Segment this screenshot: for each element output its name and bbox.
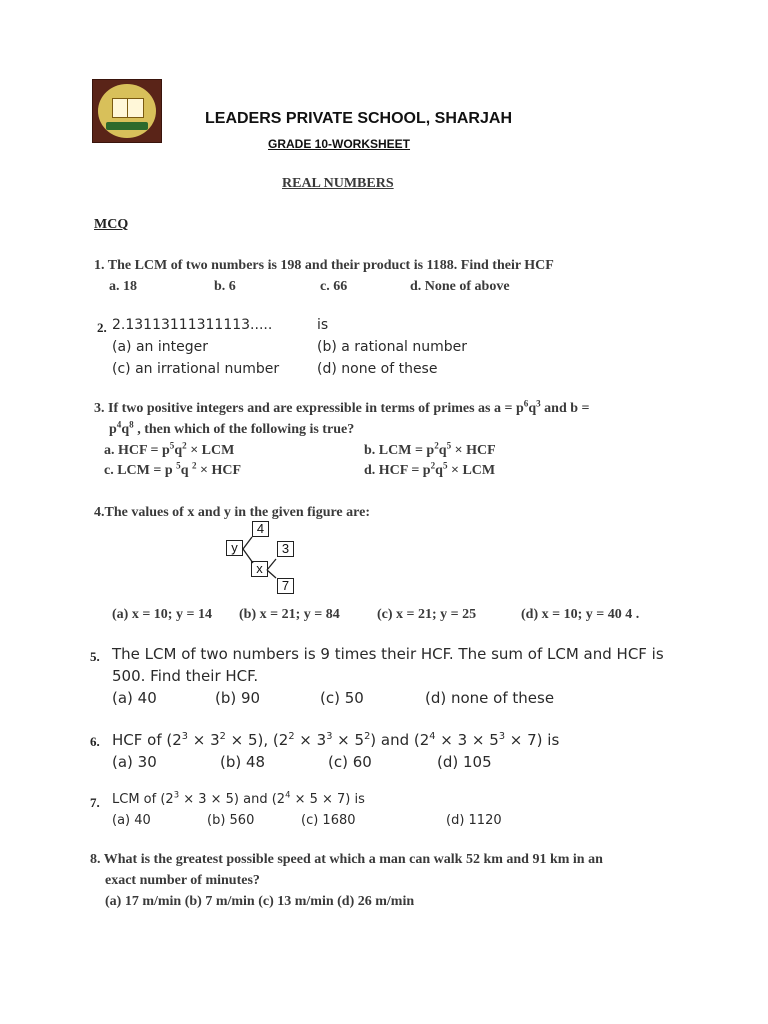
q5-line1: The LCM of two numbers is 9 times their HCF. The sum of LCM and HCF is bbox=[112, 645, 664, 663]
q1-option-d: d. None of above bbox=[410, 279, 510, 294]
factor-box-4: 4 bbox=[252, 521, 269, 537]
q6-option-c: (c) 60 bbox=[328, 753, 372, 771]
school-logo bbox=[92, 79, 162, 143]
q1-text: 1. The LCM of two numbers is 198 and their product is 1188. Find their HCF bbox=[94, 258, 554, 273]
q4-option-b: (b) x = 21; y = 84 bbox=[239, 607, 340, 622]
q2-text: 2.13113111311113..... bbox=[112, 317, 273, 333]
q3-option-b: b. LCM = $p^2q^5$ × HCF bbox=[364, 440, 496, 458]
q3-line1: 3. If two positive integers and are expressible in terms of primes as $a = p^6q^3$ and b = bbox=[94, 398, 590, 416]
q6-number: 6. bbox=[90, 734, 100, 749]
factor-box-x: x bbox=[251, 561, 268, 577]
q8-line2: exact number of minutes? bbox=[105, 873, 260, 888]
q7-option-b: (b) 560 bbox=[207, 813, 255, 828]
tree-branch-x-7 bbox=[267, 570, 276, 578]
logo-ribbon bbox=[106, 122, 148, 130]
q4-text: 4.The values of x and y in the given figure are: bbox=[94, 505, 370, 520]
q4-option-d: (d) x = 10; y = 40 4 . bbox=[521, 607, 640, 622]
q4-option-a: (a) x = 10; y = 14 bbox=[112, 607, 212, 622]
q2-suffix: is bbox=[317, 317, 329, 333]
q6-text: HCF of $(2^3 \times 3^2 \times 5)$, $(2^2 \times 3^3 \times 5^2)$ and $(2^4 \times 3 \times 5^3 \times 7)$ is bbox=[112, 731, 560, 749]
q2-option-b: (b) a rational number bbox=[317, 339, 468, 355]
tree-branch-y-4 bbox=[243, 537, 252, 549]
q4-option-c: (c) x = 21; y = 25 bbox=[377, 607, 477, 622]
school-title: LEADERS PRIVATE SCHOOL, SHARJAH bbox=[205, 110, 512, 127]
q6-option-b: (b) 48 bbox=[220, 753, 266, 771]
q5-option-b: (b) 90 bbox=[215, 689, 261, 707]
q5-option-c: (c) 50 bbox=[320, 689, 364, 707]
section-title: MCQ bbox=[94, 217, 129, 232]
factor-box-y: y bbox=[226, 540, 243, 556]
q5-number: 5. bbox=[90, 649, 100, 664]
q7-option-a: (a) 40 bbox=[112, 813, 151, 828]
q6-option-a: (a) 30 bbox=[112, 753, 157, 771]
factor-box-7: 7 bbox=[277, 578, 294, 594]
q8-options: (a) 17 m/min (b) 7 m/min (c) 13 m/min (d) 26 m/min bbox=[105, 894, 415, 909]
q2-number: 2. bbox=[97, 320, 107, 335]
q5-option-d: (d) none of these bbox=[425, 689, 555, 707]
q7-option-c: (c) 1680 bbox=[301, 813, 356, 828]
q1-option-b: b. 6 bbox=[214, 279, 236, 294]
grade-title: GRADE 10-WORKSHEET bbox=[268, 137, 411, 151]
tree-branch-x-3 bbox=[267, 559, 276, 570]
q2-option-a: (a) an integer bbox=[112, 339, 208, 355]
q5-line2: 500. Find their HCF. bbox=[112, 667, 259, 685]
q2-option-c: (c) an irrational number bbox=[112, 361, 280, 377]
q6-option-d: (d) 105 bbox=[437, 753, 492, 771]
q1-option-c: c. 66 bbox=[320, 279, 348, 294]
q7-option-d: (d) 1120 bbox=[446, 813, 502, 828]
q3-option-d: d. HCF = $p^2q^5$ × LCM bbox=[364, 460, 496, 478]
q1-option-a: a. 18 bbox=[109, 279, 137, 294]
q3-line2: $p^4q^8$ , then which of the following is true? bbox=[109, 419, 355, 437]
q2-option-d: (d) none of these bbox=[317, 361, 438, 377]
factor-box-3: 3 bbox=[277, 541, 294, 557]
q3-option-c: c. LCM = p $^5$q $^2$ × HCF bbox=[104, 460, 242, 478]
topic-title: REAL NUMBERS bbox=[282, 176, 394, 191]
q7-number: 7. bbox=[90, 795, 100, 810]
book-icon bbox=[112, 98, 144, 118]
q7-text: LCM of $(2^3 \times 3 \times 5)$ and $(2^4 \times 5 \times 7)$ is bbox=[112, 789, 365, 807]
logo-emblem bbox=[98, 84, 156, 138]
q5-option-a: (a) 40 bbox=[112, 689, 157, 707]
q8-line1: 8. What is the greatest possible speed at which a man can walk 52 km and 91 km in an bbox=[90, 852, 603, 867]
q3-option-a: a. HCF = $p^5q^2$ × LCM bbox=[104, 440, 235, 458]
